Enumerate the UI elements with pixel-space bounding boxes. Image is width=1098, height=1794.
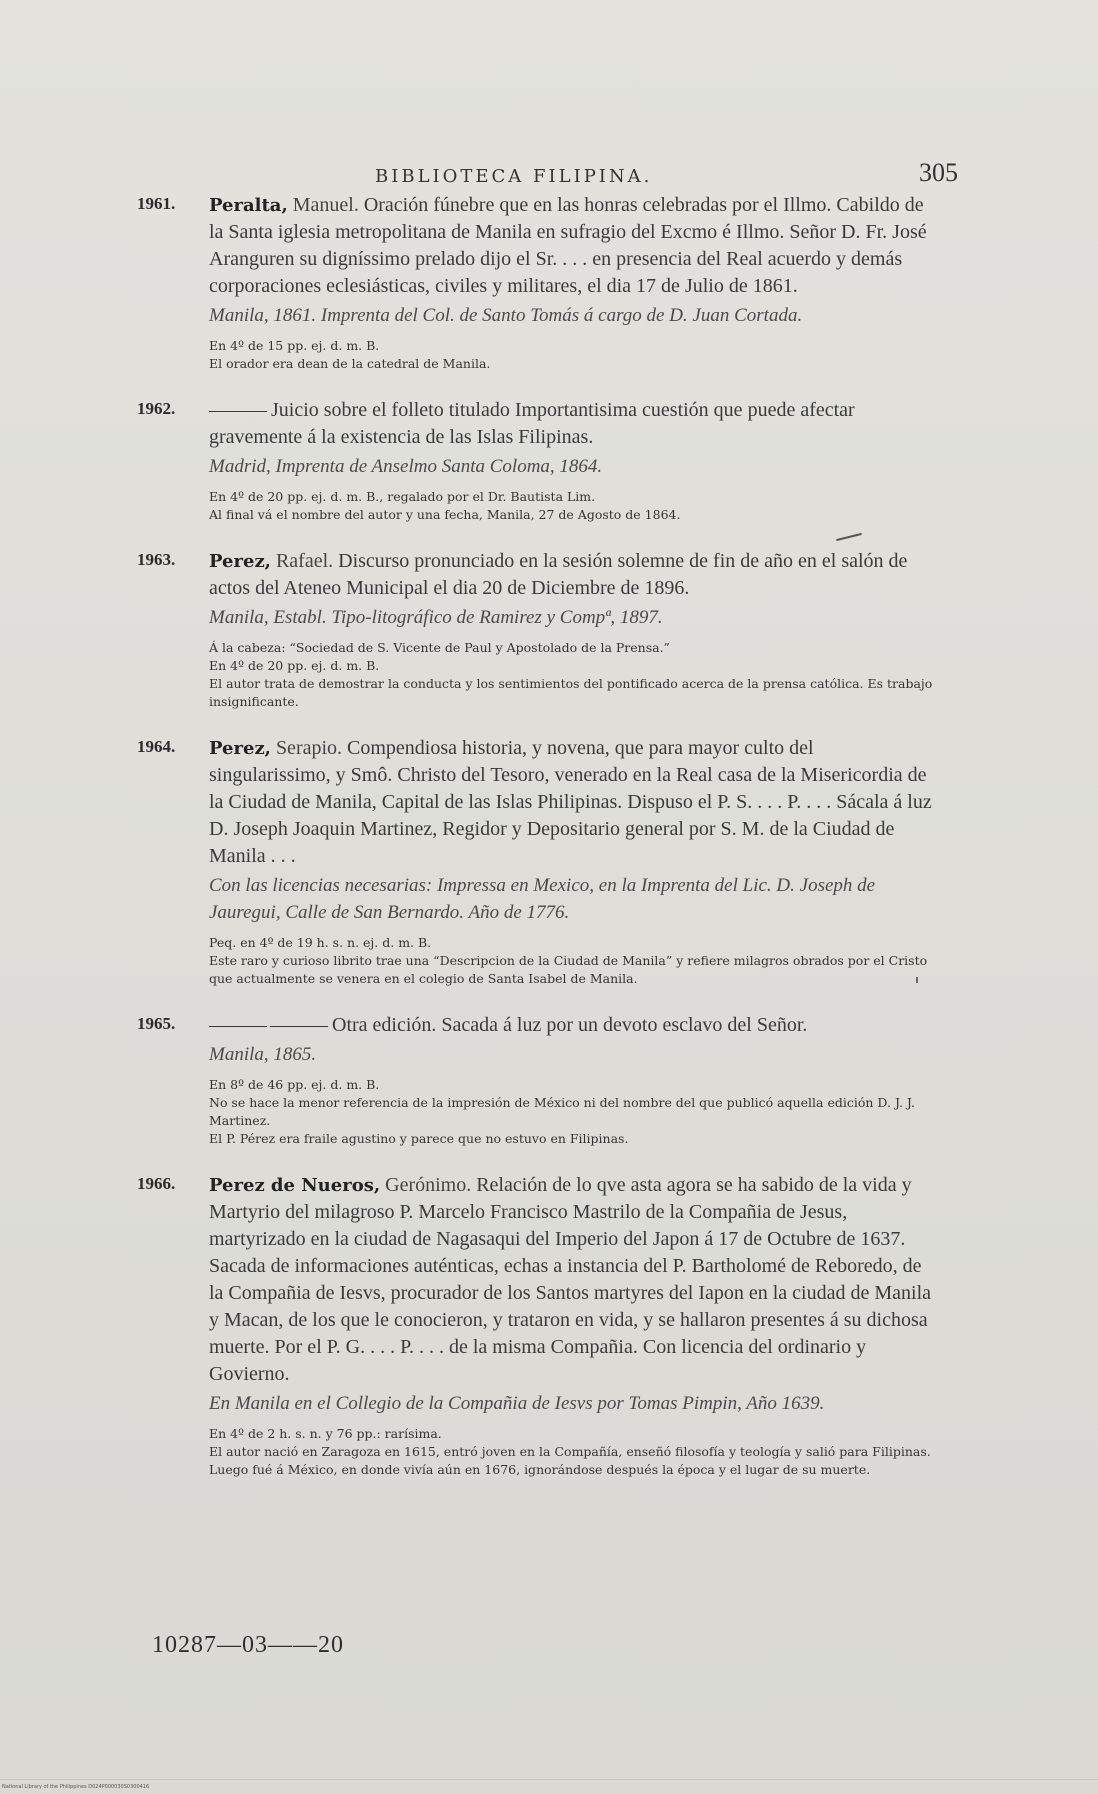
ditto-dash: ——— ———: [209, 1014, 327, 1036]
entry-number: 1961.: [137, 194, 176, 213]
entry-1965: [137, 1012, 937, 1148]
author-given-name: Manuel.: [292, 194, 359, 216]
entry-note: El P. Pérez era fraile agustino y parece que no estuvo en Filipinas.: [209, 1131, 629, 1146]
entry-note: En 4º de 20 pp. ej. d. m. B., regalado por el Dr. Bautista Lim.: [209, 489, 596, 504]
author-surname: Peralta,: [209, 195, 288, 216]
entry-title: [209, 548, 937, 602]
author-surname: Perez de Nueros,: [209, 1175, 381, 1196]
entry-number: 1963.: [137, 550, 176, 569]
entry-number: 1962.: [137, 399, 176, 418]
ditto-dash: ———: [209, 399, 266, 421]
entry-imprint: Con las licencias necesarias: Impressa en Mexico, en la Imprenta del Lic. D. Joseph de Jauregui, Calle de San Bernardo. Año de 1776.: [209, 875, 876, 923]
entry-note: En 8º de 46 pp. ej. d. m. B.: [209, 1077, 380, 1092]
entry-note: No se hace la menor referencia de la impresión de México ni del nombre del que publicó aquella edición D. J. J. Martinez.: [209, 1095, 915, 1128]
entry-title: [209, 192, 937, 300]
entry-note: El orador era dean de la catedral de Manila.: [209, 356, 491, 371]
entry-body: Compendiosa historia, y novena, que para mayor culto del singularissimo, y Smô. Christo del Tesoro, venerado en la Real casa de la Misericordia de la Ciudad de Manila, Capital de las Islas Philipinas. Dispuso el P. S. . . . P. . . . Sácala á luz D. Joseph Joaquin Martinez, Regidor y Depositario general por S. M. de la Ciudad de Manila . . .: [209, 737, 932, 867]
entry-title: [209, 1172, 937, 1388]
entry-note: En 4º de 2 h. s. n. y 76 pp.: rarísima.: [209, 1426, 442, 1441]
entry-1963: [137, 548, 937, 711]
entry-number: 1964.: [137, 737, 176, 756]
author-given-name: Gerónimo.: [385, 1174, 472, 1196]
author-given-name: Serapio.: [275, 737, 343, 759]
entry-body: Discurso pronunciado en la sesión solemne de fin de año en el salón de actos del Ateneo Municipal el dia 20 de Diciembre de 1896.: [209, 550, 908, 599]
entry-note: El autor trata de demostrar la conducta y los sentimientos del pontificado acerca de la prensa católica. Es trabajo insignificante.: [209, 676, 933, 709]
author-surname: Perez,: [209, 738, 271, 759]
scan-footer: National Library of the Philippines D024P000030S0300416: [2, 1784, 150, 1790]
entry-body: Otra edición. Sacada á luz por un devoto esclavo del Señor.: [332, 1014, 808, 1036]
entry-imprint: Manila, 1865.: [209, 1044, 317, 1065]
ink-speck: [916, 977, 918, 983]
entry-imprint: Manila, Establ. Tipo-litográfico de Ramirez y Compª, 1897.: [209, 607, 663, 628]
running-head: BIBLIOTECA FILIPINA.: [375, 166, 653, 187]
bibliography-entries: [137, 192, 937, 1503]
entry-imprint: Madrid, Imprenta de Anselmo Santa Coloma, 1864.: [209, 456, 603, 477]
entry-imprint: En Manila en el Collegio de la Compañia de Iesvs por Tomas Pimpin, Año 1639.: [209, 1393, 825, 1414]
entry-1962: [137, 397, 937, 524]
printer-signature: 10287—03——20: [152, 1632, 344, 1658]
page-number: 305: [919, 158, 958, 187]
author-given-name: Rafael.: [275, 550, 334, 572]
author-surname: Perez,: [209, 551, 271, 572]
entry-body: Relación de lo qve asta agora se ha sabido de la vida y Martyrio del milagroso P. Marcelo Francisco Mastrilo de la Compañia de Jesus, martyrizado en la ciudad de Nagasaqui del Imperio del Japon á 17 de Octubre de 1637. Sacada de informaciones auténticas, echas a instancia del P. Bartholomé de Reboredo, de la Compañia de Iesvs, procurador de los Santos martyres del Iapon en la ciudad de Manila y Macan, de los que le conocieron, y trataron en vida, y se hallaron presentes á su dichosa muerte. Por el P. G. . . . P. . . . de la misma Compañia. Con licencia del ordinario y Govierno.: [209, 1174, 932, 1385]
entry-note: El autor nació en Zaragoza en 1615, entró joven en la Compañía, enseñó filosofía y teología y salió para Filipinas. Luego fué á México, en donde vivía aún en 1676, ignorándose después la época y el lugar de su muerte.: [209, 1444, 931, 1477]
entry-1966: [137, 1172, 937, 1479]
entry-title: [209, 397, 937, 451]
entry-imprint: Manila, 1861. Imprenta del Col. de Santo Tomás á cargo de D. Juan Cortada.: [209, 305, 803, 326]
entry-body: Oración fúnebre que en las honras celebradas por el Illmo. Cabildo de la Santa iglesia metropolitana de Manila en sufragio del Excmo é Illmo. Señor D. Fr. José Aranguren su digníssimo prelado dijo el Sr. . . . en presencia del Real acuerdo y demás corporaciones eclesiásticas, civiles y militares, el dia 17 de Julio de 1861.: [209, 194, 927, 297]
entry-note: Peq. en 4º de 19 h. s. n. ej. d. m. B.: [209, 935, 432, 950]
entry-note: Al final vá el nombre del autor y una fecha, Manila, 27 de Agosto de 1864.: [209, 507, 681, 522]
entry-1964: [137, 735, 937, 988]
entry-1961: [137, 192, 937, 373]
entry-body: Juicio sobre el folleto titulado Importantisima cuestión que puede afectar gravemente á la existencia de las Islas Filipinas.: [209, 399, 855, 448]
entry-number: 1966.: [137, 1174, 176, 1193]
entry-note: En 4º de 20 pp. ej. d. m. B.: [209, 658, 380, 673]
entry-note: Á la cabeza: “Sociedad de S. Vicente de Paul y Apostolado de la Prensa.”: [209, 640, 670, 655]
entry-title: [209, 1012, 937, 1039]
entry-note: Este raro y curioso librito trae una “Descripcion de la Ciudad de Manila” y refiere milagros obrados por el Cristo que actualmente se venera en el colegio de Santa Isabel de Manila.: [209, 953, 928, 986]
entry-note: En 4º de 15 pp. ej. d. m. B.: [209, 338, 380, 353]
entry-title: [209, 735, 937, 870]
entry-number: 1965.: [137, 1014, 176, 1033]
